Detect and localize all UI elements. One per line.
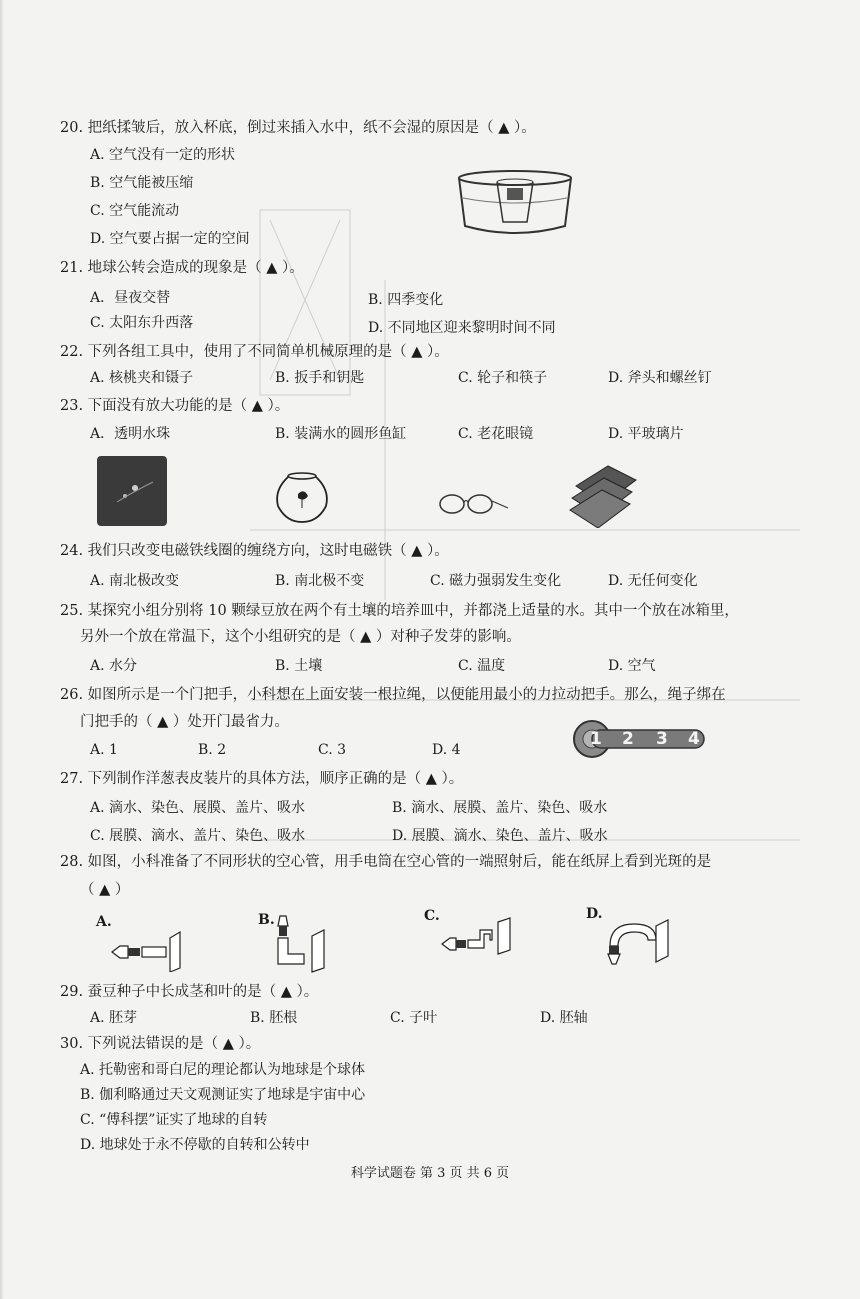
reading-glasses-figure [432, 488, 512, 518]
question-27-stem: 27. 下列制作洋葱表皮装片的具体方法，顺序正确的是（ ▲ ）。 [60, 771, 464, 787]
l-shaped-tube-figure [268, 912, 332, 974]
handle-label-2: 2 [622, 729, 634, 749]
question-22-stem: 22. 下列各组工具中，使用了不同简单机械原理的是（ ▲ ）。 [60, 344, 449, 360]
q20-option-a: A. 空气没有一定的形状 [90, 147, 236, 163]
question-28-stem-line1: 28. 如图，小科准备了不同形状的空心管，用手电筒在空心管的一端照射后，能在纸屏上看到光斑的是 [60, 854, 712, 870]
question-21-stem: 21. 地球公转会造成的现象是（ ▲ ）。 [60, 260, 304, 276]
q25-option-d: D. 空气 [608, 658, 656, 674]
page-footer: 科学试题卷 第 3 页 共 6 页 [350, 1166, 510, 1181]
question-30-stem: 30. 下列说法错误的是（ ▲ ）。 [60, 1036, 261, 1052]
q20-option-c: C. 空气能流动 [90, 203, 180, 219]
q30-option-a: A. 托勒密和哥白尼的理论都认为地球是个球体 [80, 1062, 366, 1078]
q26-option-b: B. 2 [198, 742, 227, 758]
q30-option-d: D. 地球处于永不停歇的自转和公转中 [80, 1137, 310, 1153]
q29-option-c: C. 子叶 [390, 1010, 438, 1026]
q25-option-c: C. 温度 [458, 658, 506, 674]
q22-option-a: A. 核桃夹和镊子 [90, 370, 194, 386]
scan-edge [0, 0, 4, 1299]
q24-option-a: A. 南北极改变 [90, 573, 180, 589]
q23-option-a: A．透明水珠 [90, 426, 171, 442]
q21-option-d: D. 不同地区迎来黎明时间不同 [368, 320, 556, 336]
question-24-stem: 24. 我们只改变电磁铁线圈的缠绕方向，这时电磁铁（ ▲ ）。 [60, 543, 449, 559]
fishbowl-figure [272, 468, 332, 524]
question-25-stem-line1: 25. 某探究小组分别将 10 颗绿豆放在两个有土壤的培养皿中，并都浇上适量的水。其中一个放在冰箱里， [60, 603, 739, 619]
q20-option-d: D. 空气要占据一定的空间 [90, 231, 250, 247]
question-23-stem: 23. 下面没有放大功能的是（ ▲ ）。 [60, 398, 290, 414]
q21-option-b: B. 四季变化 [368, 292, 444, 308]
q23-option-c: C. 老花眼镜 [458, 426, 534, 442]
question-20-stem: 20. 把纸揉皱后，放入杯底，倒过来插入水中，纸不会湿的原因是（ ▲ ）。 [60, 120, 536, 136]
q28-figure-label-a: A. [96, 914, 112, 930]
question-29-stem: 29. 蚕豆种子中长成茎和叶的是（ ▲ ）。 [60, 984, 319, 1000]
q21-option-a: A．昼夜交替 [90, 290, 171, 306]
water-basin-cup-figure [455, 168, 575, 240]
q28-figure-label-c: C. [424, 908, 440, 924]
flat-glass-sheets-figure [568, 456, 640, 528]
q24-option-c: C. 磁力强弱发生变化 [430, 573, 562, 589]
q22-option-b: B. 扳手和钥匙 [275, 370, 365, 386]
q23-option-b: B. 装满水的圆形鱼缸 [275, 426, 407, 442]
handle-label-4: 4 [688, 729, 700, 749]
curved-tube-figure [598, 916, 674, 966]
zigzag-tube-figure [440, 916, 518, 960]
q27-option-b: B. 滴水、展膜、盖片、染色、吸水 [392, 800, 608, 816]
question-25-stem-line2: 另外一个放在常温下，这个小组研究的是（ ▲ ）对种子发芽的影响。 [80, 629, 521, 645]
handle-label-1: 1 [590, 729, 602, 749]
q30-option-b: B. 伽利略通过天文观测证实了地球是宇宙中心 [80, 1087, 366, 1103]
q30-option-c: C. “傅科摆”证实了地球的自转 [80, 1112, 268, 1128]
water-drop-photo [97, 456, 167, 526]
question-28-stem-line2: （ ▲ ） [80, 882, 130, 898]
q29-option-d: D. 胚轴 [540, 1010, 588, 1026]
q25-option-b: B. 土壤 [275, 658, 323, 674]
q29-option-b: B. 胚根 [250, 1010, 298, 1026]
q28-figure-label-d: D. [586, 906, 603, 922]
q24-option-b: B. 南北极不变 [275, 573, 365, 589]
q27-option-d: D. 展膜、滴水、染色、盖片、吸水 [392, 828, 608, 844]
question-26-stem-line1: 26. 如图所示是一个门把手，小科想在上面安装一根拉绳，以便能用最小的力拉动把手。那么，绳子绑在 [60, 687, 726, 703]
q24-option-d: D. 无任何变化 [608, 573, 698, 589]
door-handle-figure [572, 716, 706, 762]
q23-option-d: D. 平玻璃片 [608, 426, 684, 442]
q22-option-d: D. 斧头和螺丝钉 [608, 370, 712, 386]
q27-option-c: C. 展膜、滴水、盖片、染色、吸水 [90, 828, 306, 844]
q20-option-b: B. 空气能被压缩 [90, 175, 194, 191]
q27-option-a: A. 滴水、染色、展膜、盖片、吸水 [90, 800, 306, 816]
q28-figure-label-b: B. [258, 912, 275, 928]
q26-option-a: A. 1 [90, 742, 118, 758]
q21-option-c: C. 太阳东升西落 [90, 315, 194, 331]
q25-option-a: A. 水分 [90, 658, 138, 674]
q22-option-c: C. 轮子和筷子 [458, 370, 548, 386]
q29-option-a: A. 胚芽 [90, 1010, 138, 1026]
q26-option-d: D. 4 [432, 742, 461, 758]
question-26-stem-line2: 门把手的（ ▲ ）处开门最省力。 [80, 714, 289, 730]
straight-tube-figure [110, 928, 186, 972]
q26-option-c: C. 3 [318, 742, 347, 758]
handle-label-3: 3 [656, 729, 668, 749]
